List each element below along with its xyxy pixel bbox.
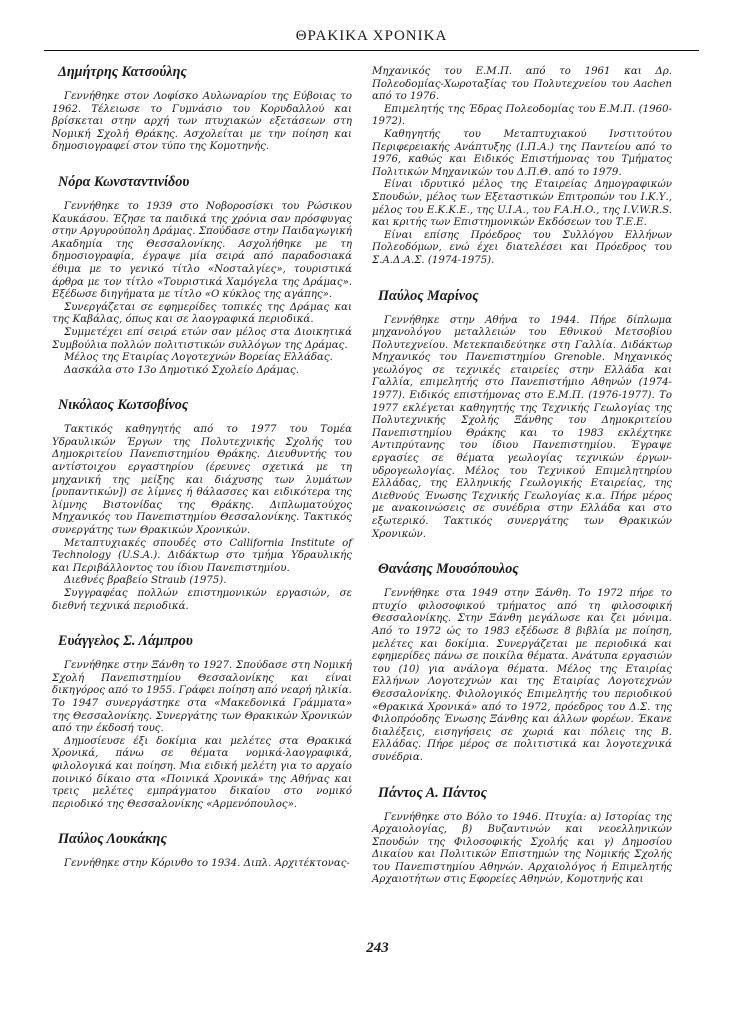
bio-paragraph: Μέλος της Εταιρίας Λογοτεχνών Βορείας Ελλάδας. — [64, 352, 333, 364]
bio-paragraph: Δημοσίευσε έξι δοκίμια και μελέτες στα Θρακικά Χρονικά, πάνω σε θέματα νομικά-λαογραφικά, φιλολογικά και ποίηση. Μια ειδική μελέτη για το αρχαίο ποινικό δίκαιο στα «Ποινικά Χρονικά» της Αθήνας και τρεις μελέτες εμπράγματου δικαίου στο νομικό περιοδικό της Θεσσαλονίκης «Αρμενόπουλος». — [52, 735, 352, 810]
bio-name: Πάντος Α. Πάντος — [378, 784, 487, 801]
bio-paragraph: Είναι επίσης Πρόεδρος του Συλλόγου Ελλήνων Πολεοδόμων, ενώ έχει διατελέσει και Πρόεδρος του Σ.Α.Δ.Α.Σ. (1974-1975). — [372, 229, 672, 266]
bio-entry — [52, 633, 352, 811]
bio-name: Δημήτρης Κατσούλης — [58, 64, 187, 80]
bio-paragraph: Μεταπτυχιακές σπουδές στο Callifornia Institute of Technology (U.S.A.). Διδάκτωρ στο τμήμα Υδραυλικής και Περιβάλλοντος του ίδιου Πανεπιστημίου. — [52, 537, 352, 574]
bio-paragraph: Συμμετέχει επί σειρά ετών σαν μέλος στα Διοικητικά Συμβούλια πολλών πολιτιστικών συλλόγων της Δράμας. — [52, 326, 352, 351]
header-rule — [44, 50, 699, 51]
left-column — [52, 64, 352, 891]
bio-name: Νικόλαος Κωτσοβίνος — [58, 397, 189, 414]
bio-entry — [372, 66, 672, 268]
bio-paragraph: Μηχανικός του Ε.Μ.Π. από το 1961 και Δρ. Πολεοδομίας-Χωροταξίας του Πολυτεχνείου του Aachen από το 1976. — [372, 66, 672, 103]
bio-entry — [372, 561, 672, 764]
bio-entry — [52, 397, 352, 613]
bio-paragraph: Είναι ιδρυτικό μέλος της Εταιρείας Δημογραφικών Σπουδών, μέλος των Εξεταστικών Επιτροπών του Ι.Κ.Υ., μέλος του Ε.Κ.Κ.Ε., της U.I.A., του F.A.H.O., της I.V.W.R.S. και κριτής των Επιστημονικών Εκδόσεων του Τ.Ε.Ε. — [372, 179, 672, 229]
bio-paragraph: Γεννήθηκε στην Κόρινθο το 1934. Διπλ. Αρχιτέκτονας- — [64, 858, 350, 870]
bio-name: Νόρα Κωνσταντινίδου — [58, 173, 190, 190]
page-number: 243 — [366, 940, 389, 956]
bio-name: Ευάγγελος Σ. Λάμπρου — [58, 633, 193, 650]
bio-paragraph: Επιμελητής της Έδρας Πολεοδομίας του Ε.Μ.Π. (1960-1972). — [372, 103, 672, 128]
bio-name: Παύλος Μαρίνος — [378, 287, 479, 304]
bio-name: Θανάσης Μουσόπουλος — [378, 561, 519, 578]
bio-name: Παύλος Λουκάκης — [58, 831, 167, 848]
bio-paragraph: Γεννήθηκε στην Αθήνα το 1944. Πήρε δίπλωμα μηχανολόγου μεταλλειών του Εθνικού Μετσοβίου Πολυτεχνείου. Μετεκπαιδεύτηκε στη Γαλλία. Διδάκτωρ Μηχανικός του Πανεπιστημίου Grenoble. Μηχανικός γεωλόγος σε τεχνικές εταιρείες στην Ελλάδα και Γαλλία, επιμελητής στο Πανεπιστήμιο Αθηνών (1974-1977). Ειδικός επιστήμονας στο Ε.Μ.Π. (1976-1977). Το 1977 εκλέγεται καθηγητής της Τεχνικής Γεωλογίας της Πολυτεχνικής Σχολής Ξάνθης του Δημοκριτείου Πανεπιστημίου Θράκης και το 1983 εκλέχτηκε Αντιπρύτανης του ίδιου Πανεπιστημίου. Έγραψε εργασίες σε θέματα γεωλογίας τεχνικών έργων-υδρογεωλογίας. Μέλος του Τεχνικού Επιμελητηρίου Ελλάδας, της Ελληνικής Γεωλογικής Εταιρείας, της Διεθνούς Ένωσης Τεχνικής Γεωλογίας κ.α. Πήρε μέρος με ανακοινώσεις σε συνέδρια στην Ελλάδα και στο εξωτερικό. Τακτικός συνεργάτης των Θρακικών Χρονικών. — [372, 314, 672, 540]
bio-entry — [52, 64, 352, 154]
bio-paragraph: Καθηγητής του Μεταπτυχιακού Ινστιτούτου Περιφερειακής Ανάπτυξης (Ι.Π.Α.) της Παντείου από το 1976, καθώς και Ειδικός Επιστήμονας του Τμήματος Πολιτικών Μηχανικών του Δ.Π.Θ. από το 1979. — [372, 128, 672, 178]
bio-paragraph: Γεννήθηκε το 1939 στο Νοβοροσίσκι του Ρώσικου Καυκάσου. Έζησε τα παιδικά της χρόνια σαν πρόσφυγας στην Αργυρούπολη Δράμας. Σπούδασε στην Παιδαγωγική Ακαδημία της Θεσσαλονίκης. Ασχολήθηκε με τη δημοσιογραφία, έγραψε μία σειρά από παραδοσιακά έθιμα με το γενικό τίτλο «Νοσταλγίες», τουριστικά άρθρα με τον τίτλο «Τουριστικά Χαμόγελα της Δράμας». Εξέδωσε διηγήματα με τίτλο «Ο κύκλος της αγάπης». — [52, 200, 352, 301]
bio-paragraph: Γεννήθηκε στο Βόλο το 1946. Πτυχία: α) Ιστορίας της Αρχαιολογίας, β) Βυζαντινών και νεοελληνικών Σπουδών της Φιλοσοφικής Σχολής και γ) Δημοσίου Δικαίου και Πολιτικών Επιστημών της Νομικής Σχολής του Πανεπιστημίου Αθηνών. Αρχαιολόγος ή Επιμελητής Αρχαιοτήτων στις Εφορείες Αθηνών, Κομοτηνής και — [372, 811, 672, 886]
right-column — [372, 66, 672, 907]
bio-paragraph: Συνεργάζεται σε εφημερίδες τοπικές της Δράμας και της Καβάλας, όπως και σε λαογραφικά περιοδικά. — [52, 301, 352, 326]
bio-paragraph: Γεννήθηκε στην Ξάνθη το 1927. Σπούδασε στη Νομική Σχολή Πανεπιστημίου Θεσσαλονίκης και είναι δικηγόρος από το 1955. Γράφει ποίηση από νεαρή ηλικία. Το 1947 συνεργάστηκε στα «Μακεδονικά Γράμματα» της Θεσσαλονίκης. Συνεργάτης των Θρακικών Χρονικών από την έκδοσή τους. — [52, 660, 352, 735]
bio-paragraph: Γεννήθηκε στα 1949 στην Ξάνθη. Το 1972 πήρε το πτυχίο φιλοσοφικού τμήματος από τη φιλοσοφική Θεσσαλονίκης. Στην Ξάνθη μεγάλωσε και ζει μόνιμα. Από το 1972 ώς το 1983 εξέδωσε 8 βιβλία με ποίηση, μελέτες και δοκίμια. Συνεργάζεται με περιοδικά και εφημερίδες πάνω σε ποικίλα θέματα. Ανάτυπα εργασιών του (10) για ανάλογα θέματα. Μέλος της Εταιρίας Ελλήνων Λογοτεχνών και της Εταιρίας Λογοτεχνών Θεσσαλονίκης. Φιλολογικός Επιμελητής του περιοδικού «Θρακικά Χρονικά» από το 1972, πρόεδρος του Δ.Σ. της Φιλοπρόοδης Ένωσης Ξάνθης και άλλων φορέων. Έκανε διαλέξεις, εισηγήσεις σε χωριά και πόλεις της Β. Ελλάδας. Πήρε μέρος σε πολιτιστικά και λογοτεχνικά συνέδρια. — [372, 588, 672, 763]
bio-paragraph: Τακτικός καθηγητής από το 1977 του Τομέα Υδραυλικών Έργων της Πολυτεχνικής Σχολής του Δημοκριτείου Πανεπιστημίου Θράκης. Διευθυντής του αντίστοιχου εργαστηρίου (έρευνες σχετικά με τη μηχανική της μείξης και διάχυσης των λυμάτων [ρυπαντικών]) σε λίμνες ή θάλασσες και ειδικότερα της λίμνης Βιστονίδας της Θράκης. Διπλωματούχος Μηχανικός του Πανεπιστημίου Θεσσαλονίκης. Τακτικός συνεργάτης των Θρακικών Χρονικών. — [52, 424, 352, 537]
bio-entry — [52, 174, 352, 377]
bio-entry — [372, 288, 672, 542]
bio-paragraph: Συγγραφέας πολλών επιστημονικών εργασιών, σε διεθνή τεχνικά περιοδικά. — [52, 588, 352, 612]
bio-entry — [52, 831, 352, 871]
bio-entry — [372, 785, 672, 888]
bio-paragraph: Γεννήθηκε στον Λοφίσκο Αυλωναρίου της Εύβοιας το 1962. Τέλειωσε το Γυμνάσιο του Κορυδαλλού και βρίσκεται στην αρχή των πτυχιακών εξετάσεων στη Νομική Σχολή Θράκης. Ασχολείται με την ποίηση και δημοσιογραφεί στον τύπο της Κομοτηνής. — [52, 91, 352, 153]
bio-paragraph: Διεθνές βραβείο Straub (1975). — [64, 575, 227, 587]
bio-paragraph: Δασκάλα στο 13ο Δημοτικό Σχολείο Δράμας. — [64, 364, 299, 376]
running-header: ΘΡΑΚΙΚΑ ΧΡΟΝΙΚΑ — [295, 28, 448, 44]
